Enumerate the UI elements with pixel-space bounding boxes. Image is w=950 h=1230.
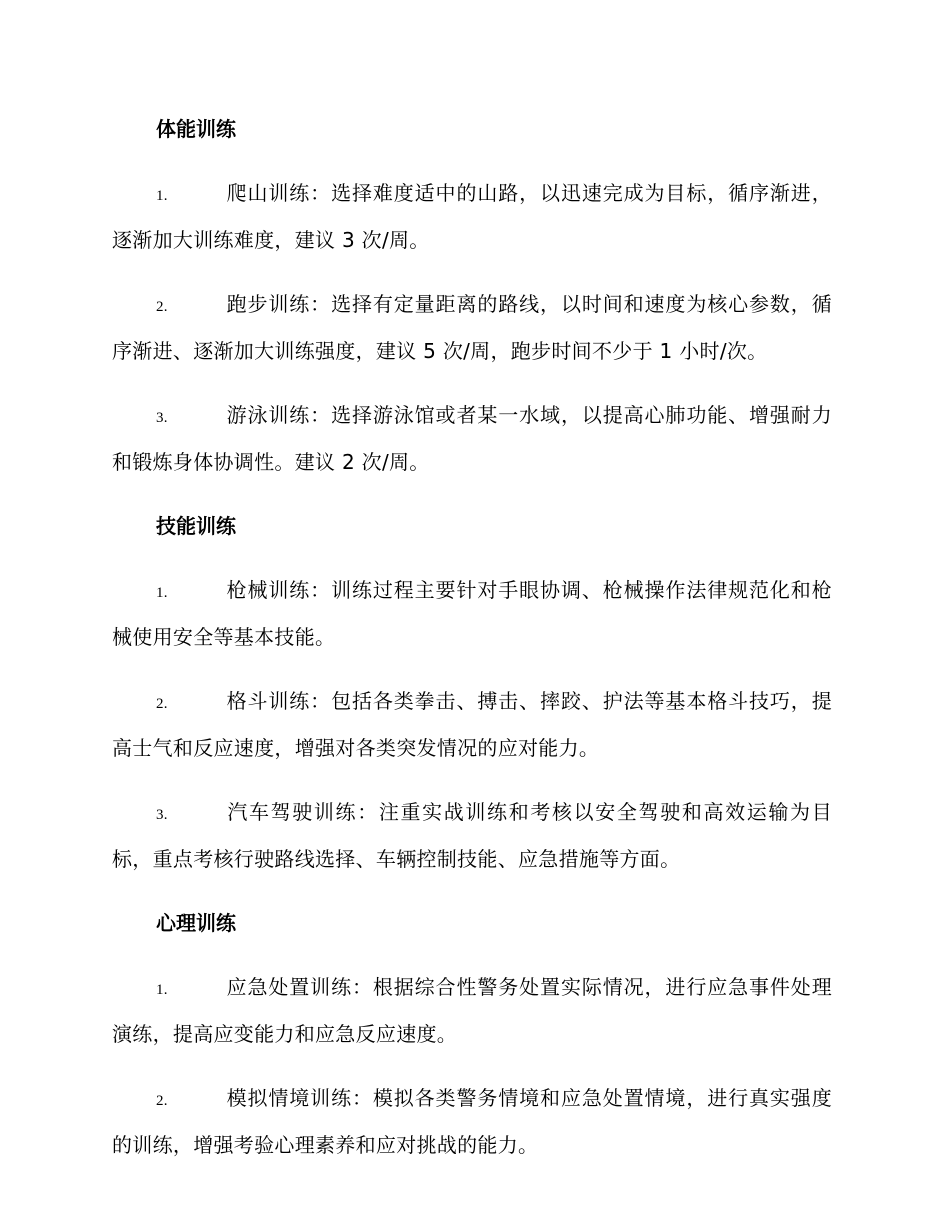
item-text: 爬山训练：选择难度适中的山路，以迅速完成为目标，循序渐进，逐渐加大训练难度，建议 3 次/周。 — [112, 181, 832, 252]
section-heading: 心理训练 — [156, 911, 236, 935]
item-text: 应急处置训练：根据综合性警务处置实际情况，进行应急事件处理演练，提高应变能力和应急反应速度。 — [112, 975, 832, 1046]
list-item — [112, 965, 832, 1056]
list-item — [112, 568, 832, 659]
item-text: 汽车驾驶训练：注重实战训练和考核以安全驾驶和高效运输为目标，重点考核行驶路线选择、车辆控制技能、应急措施等方面。 — [112, 800, 832, 871]
item-text: 格斗训练：包括各类拳击、搏击、摔跤、护法等基本格斗技巧，提高士气和反应速度，增强对各类突发情况的应对能力。 — [112, 689, 832, 760]
item-number: 2. — [156, 299, 168, 315]
item-number: 3. — [156, 807, 168, 823]
section-heading: 技能训练 — [156, 514, 236, 538]
item-number: 2. — [156, 696, 168, 712]
item-number: 2. — [156, 1093, 168, 1109]
item-text: 枪械训练：训练过程主要针对手眼协调、枪械操作法律规范化和枪械使用安全等基本技能。 — [112, 578, 832, 649]
list-item — [112, 790, 832, 881]
section-heading: 体能训练 — [156, 117, 236, 141]
list-item — [112, 171, 832, 262]
item-number: 1. — [156, 188, 168, 204]
document-body — [112, 107, 832, 1187]
list-item — [112, 282, 832, 373]
list-item — [112, 679, 832, 770]
section-psychological-training — [112, 901, 832, 1167]
list-item — [112, 393, 832, 484]
item-number: 1. — [156, 982, 168, 998]
section-physical-training — [112, 107, 832, 484]
list-item — [112, 1076, 832, 1167]
item-text: 跑步训练：选择有定量距离的路线，以时间和速度为核心参数，循序渐进、逐渐加大训练强度，建议 5 次/周，跑步时间不少于 1 小时/次。 — [112, 292, 832, 363]
section-skill-training — [112, 504, 832, 881]
item-number: 1. — [156, 585, 168, 601]
item-text: 模拟情境训练：模拟各类警务情境和应急处置情境，进行真实强度的训练，增强考验心理素养和应对挑战的能力。 — [112, 1086, 832, 1157]
item-number: 3. — [156, 410, 168, 426]
item-text: 游泳训练：选择游泳馆或者某一水域，以提高心肺功能、增强耐力和锻炼身体协调性。建议 2 次/周。 — [112, 403, 832, 474]
